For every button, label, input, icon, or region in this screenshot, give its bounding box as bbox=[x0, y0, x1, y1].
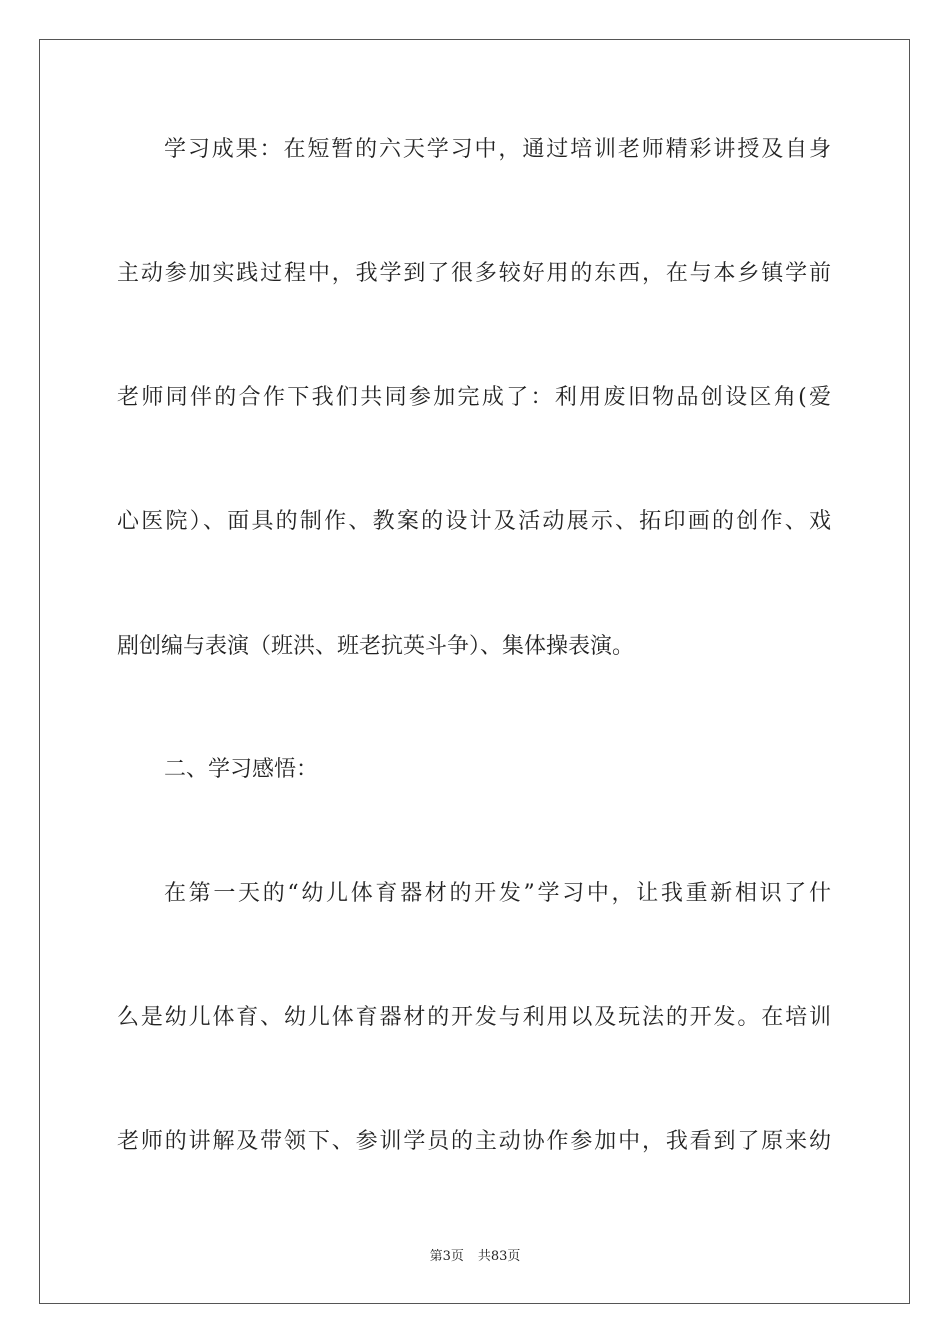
section-heading: 二、学习感悟： bbox=[164, 757, 319, 782]
paragraph-line: 学习成果：在短暂的六天学习中，通过培训老师精彩讲授及自身 bbox=[164, 137, 831, 162]
paragraph-line: 在第一天的“幼儿体育器材的开发”学习中，让我重新相识了什 bbox=[164, 881, 831, 906]
page-number: 第3页 bbox=[429, 1249, 464, 1264]
paragraph-line: 老师的讲解及带领下、参训学员的主动协作参加中，我看到了原来幼 bbox=[117, 1129, 831, 1154]
paragraph-line: 剧创编与表演（班洪、班老抗英斗争）、集体操表演。 bbox=[117, 634, 635, 659]
paragraph-line: 么是幼儿体育、幼儿体育器材的开发与利用以及玩法的开发。在培训 bbox=[117, 1005, 831, 1030]
page-footer bbox=[0, 1248, 950, 1266]
total-pages: 共83页 bbox=[477, 1249, 521, 1264]
page-frame bbox=[39, 39, 910, 1304]
paragraph-line: 老师同伴的合作下我们共同参加完成了：利用废旧物品创设区角(爱 bbox=[117, 385, 831, 410]
paragraph-line: 心医院）、面具的制作、教案的设计及活动展示、拓印画的创作、戏 bbox=[117, 509, 831, 534]
paragraph-line: 主动参加实践过程中，我学到了很多较好用的东西，在与本乡镇学前 bbox=[117, 261, 831, 286]
